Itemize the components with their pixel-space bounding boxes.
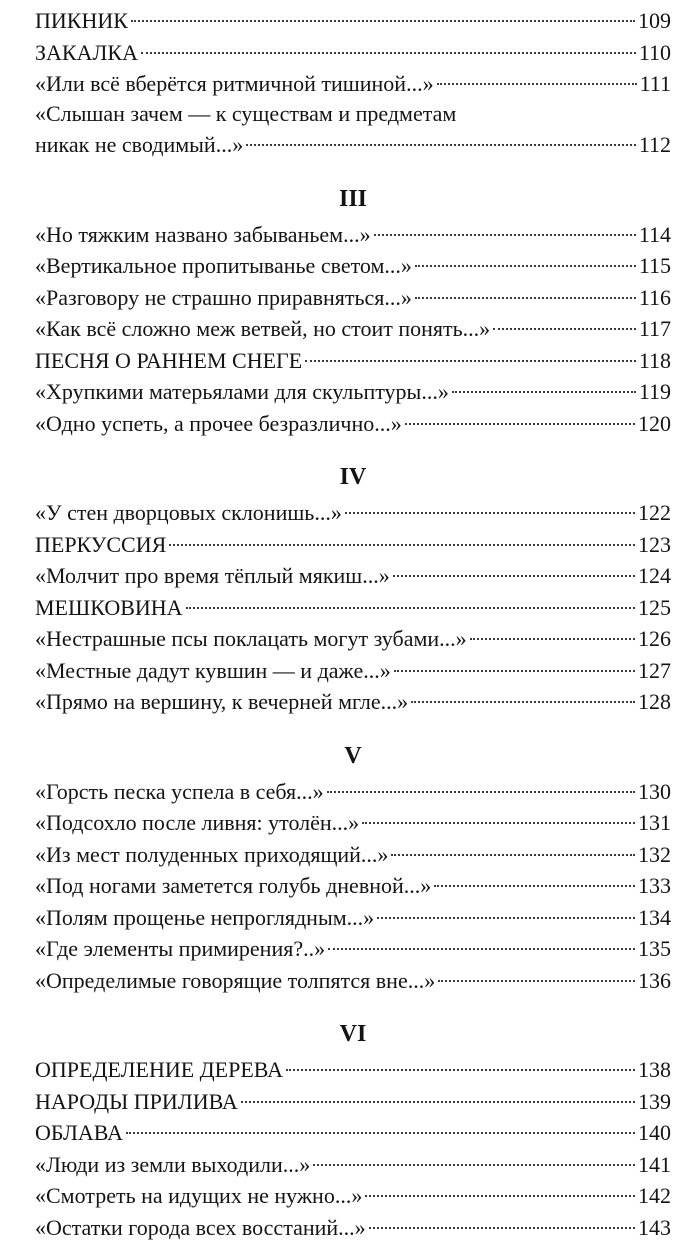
- entry-title: «Молчит про время тёплый мякиш...»: [35, 561, 390, 591]
- page-number: 139: [638, 1087, 671, 1117]
- entry-title: «Или всё вберётся ритмичной тишиной...»: [35, 69, 434, 99]
- entry-title: «Смотреть на идущих не нужно...»: [35, 1181, 362, 1211]
- dot-leader: [415, 275, 636, 299]
- toc-entry[interactable]: [35, 99, 671, 160]
- dot-leader: [362, 800, 635, 824]
- entry-title: ПЕРКУССИЯ: [35, 530, 166, 560]
- dot-leader: [305, 338, 636, 362]
- entry-title: «Нестрашные псы поклацать могут зубами...»: [35, 624, 467, 654]
- entry-title: ОПРЕДЕЛЕНИЕ ДЕРЕВА: [35, 1055, 283, 1085]
- dot-leader: [437, 61, 637, 85]
- page-number: 120: [638, 409, 671, 439]
- toc-section: [35, 4, 671, 160]
- entry-title: «Определимые говорящие толпятся вне...»: [35, 966, 435, 996]
- section-heading: III: [35, 184, 671, 214]
- page-number: 135: [638, 934, 671, 964]
- dot-leader: [391, 832, 635, 856]
- page-number: 126: [638, 624, 671, 654]
- dot-leader: [345, 490, 635, 514]
- dot-leader: [328, 926, 635, 950]
- dot-leader: [438, 958, 635, 982]
- page-number: 131: [638, 808, 671, 838]
- page-number: 124: [638, 561, 671, 591]
- page-number: 119: [639, 377, 671, 407]
- entry-title: ПЕСНЯ О РАННЕМ СНЕГЕ: [35, 346, 302, 376]
- dot-leader: [169, 522, 635, 546]
- page-number: 133: [638, 871, 671, 901]
- entry-title: «Вертикальное пропитыванье светом...»: [35, 251, 412, 281]
- dot-leader: [493, 306, 636, 330]
- dot-leader: [313, 1142, 635, 1166]
- dot-leader: [126, 1110, 635, 1134]
- page-number: 140: [638, 1118, 671, 1148]
- page-number: 115: [639, 251, 671, 281]
- dot-leader: [246, 122, 636, 146]
- dot-leader: [470, 616, 635, 640]
- dot-leader: [131, 0, 635, 22]
- page-number: 141: [638, 1150, 671, 1180]
- dot-leader: [369, 1205, 635, 1229]
- page-number: 116: [639, 283, 671, 313]
- dot-leader: [327, 769, 635, 793]
- section-heading: V: [35, 741, 671, 771]
- page-number: 114: [639, 220, 671, 250]
- page-number: 143: [638, 1213, 671, 1242]
- entry-title: «Люди из земли выходили...»: [35, 1150, 310, 1180]
- page-number: 111: [640, 69, 671, 99]
- page-number: 136: [638, 966, 671, 996]
- page-number: 122: [638, 498, 671, 528]
- entry-title: «Разговору не страшно приравняться...»: [35, 283, 412, 313]
- page-number: 132: [638, 840, 671, 870]
- table-of-contents: [35, 4, 671, 1242]
- page-number: 125: [638, 593, 671, 623]
- section-heading: IV: [35, 462, 671, 492]
- page-number: 127: [638, 656, 671, 686]
- toc-entry[interactable]: [35, 964, 671, 996]
- toc-entry[interactable]: [35, 67, 671, 99]
- entry-title: «Как всё сложно меж ветвей, но стоит понять...»: [35, 314, 490, 344]
- entry-title: «Хрупкими матерьялами для скульптуры...»: [35, 377, 449, 407]
- entry-title: «Остатки города всех восстаний...»: [35, 1213, 366, 1242]
- toc-section: [35, 184, 671, 439]
- dot-leader: [394, 648, 635, 672]
- page-number: 117: [639, 314, 671, 344]
- entry-title-line1: «Слышан зачем — к существам и предметам: [35, 99, 671, 129]
- entry-title: «Но тяжким названо забываньем...»: [35, 220, 371, 250]
- dot-leader: [452, 369, 636, 393]
- section-gap: [35, 160, 671, 184]
- toc-section: [35, 1019, 671, 1242]
- toc-section: [35, 741, 671, 996]
- page-number: 142: [638, 1181, 671, 1211]
- page-number: 112: [639, 130, 671, 160]
- toc-entry[interactable]: [35, 685, 671, 717]
- dot-leader: [434, 863, 635, 887]
- dot-leader: [374, 212, 636, 236]
- page-number: 138: [638, 1055, 671, 1085]
- dot-leader: [415, 243, 636, 267]
- entry-title: «Из мест полуденных приходящий...»: [35, 840, 388, 870]
- page-number: 128: [638, 687, 671, 717]
- section-gap: [35, 438, 671, 462]
- entry-title: «У стен дворцовых склонишь...»: [35, 498, 342, 528]
- entry-title: «Под ногами заметется голубь дневной...»: [35, 871, 431, 901]
- entry-title: ОБЛАВА: [35, 1118, 123, 1148]
- dot-leader: [286, 1047, 635, 1071]
- entry-title: МЕШКОВИНА: [35, 593, 183, 623]
- entry-title: ПИКНИК: [35, 6, 128, 36]
- dot-leader: [411, 679, 635, 703]
- entry-title: «Где элементы примирения?..»: [35, 934, 325, 964]
- page-number: 134: [638, 903, 671, 933]
- page-number: 130: [638, 777, 671, 807]
- dot-leader: [405, 401, 635, 425]
- entry-title-line2-row: [35, 128, 671, 160]
- entry-title: «Прямо на вершину, к вечерней мгле...»: [35, 687, 408, 717]
- entry-title: «Одно успеть, а прочее безразлично...»: [35, 409, 402, 439]
- entry-title: «Подсохло после ливня: утолён...»: [35, 808, 359, 838]
- page-number: 123: [638, 530, 671, 560]
- toc-entry[interactable]: [35, 407, 671, 439]
- entry-title: ЗАКАЛКА: [35, 38, 138, 68]
- dot-leader: [393, 553, 635, 577]
- dot-leader: [365, 1173, 635, 1197]
- entry-title: «Полям прощенье непроглядным...»: [35, 903, 374, 933]
- section-gap: [35, 995, 671, 1019]
- section-heading: VI: [35, 1019, 671, 1049]
- entry-title: НАРОДЫ ПРИЛИВА: [35, 1087, 238, 1117]
- entry-title: «Горсть песка успела в себя...»: [35, 777, 324, 807]
- section-gap: [35, 717, 671, 741]
- page-number: 109: [638, 6, 671, 36]
- entry-title: «Местные дадут кувшин — и даже...»: [35, 656, 391, 686]
- entry-title-line2: никак не сводимый...»: [35, 130, 243, 160]
- dot-leader: [141, 30, 636, 54]
- dot-leader: [186, 585, 635, 609]
- toc-section: [35, 462, 671, 717]
- page-number: 110: [639, 38, 671, 68]
- page-number: 118: [639, 346, 671, 376]
- dot-leader: [241, 1079, 635, 1103]
- dot-leader: [377, 895, 635, 919]
- toc-entry[interactable]: [35, 1211, 671, 1242]
